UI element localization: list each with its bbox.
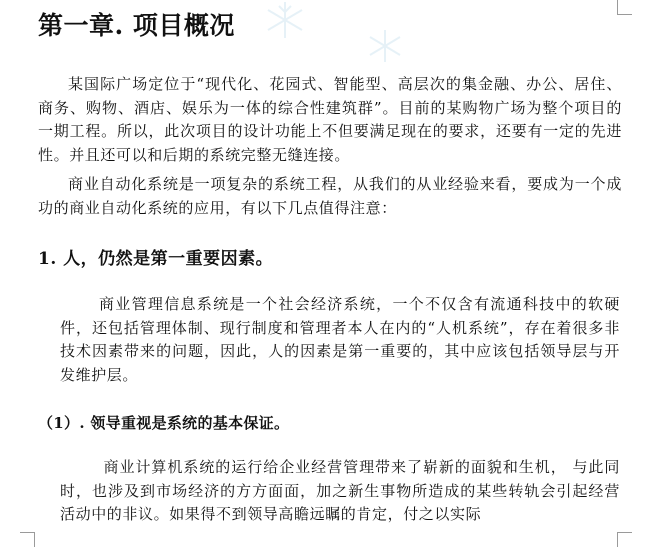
- crop-mark-bottom-right: [617, 532, 632, 547]
- section-heading: 1. 人，仍然是第一重要因素。: [38, 249, 274, 269]
- snowflake-watermark-icon: [250, 0, 320, 40]
- snowflake-watermark-icon: [360, 28, 410, 64]
- automation-paragraph: 商业自动化系统是一项复杂的系统工程，从我们的从业经验来看，要成为一个成功的商业自动化系统的应用，有以下几点值得注意：: [38, 175, 622, 217]
- people-paragraph: 商业管理信息系统是一个社会经济系统，一个不仅含有流通科技中的软硬件，还包括管理体制、现行制度和管理者本人在内的“人机系统”，存在着很多非技术因素带来的问题，因此，人的因素是第一重要的，其中应该包括领导层与开发维护层。: [60, 295, 620, 384]
- crop-mark-bottom-left: [20, 532, 35, 547]
- intro-paragraph: 某国际广场定位于“现代化、花园式、智能型、高层次的集金融、办公、居住、商务、购物、酒店、娱乐为一体的综合性建筑群”。目前的某购物广场为整个项目的一期工程。所以，此次项目的设计功能上不但要满足现在的要求，还要有一定的先进性。并且还可以和后期的系统完整无缝连接。: [38, 75, 622, 164]
- chapter-title: 第一章. 项目概况: [38, 11, 235, 40]
- leadership-paragraph: 商业计算机系统的运行给企业经营管理带来了崭新的面貌和生机， 与此同时，也涉及到市场经济的方方面面，加之新生事物所造成的某些转轨会引起经营活动中的非议。如果得不到领导高瞻远瞩的肯定，付之以实际: [60, 458, 620, 523]
- subsection-heading: （1）. 领导重视是系统的基本保证。: [38, 414, 290, 432]
- crop-mark-top-right: [617, 0, 632, 15]
